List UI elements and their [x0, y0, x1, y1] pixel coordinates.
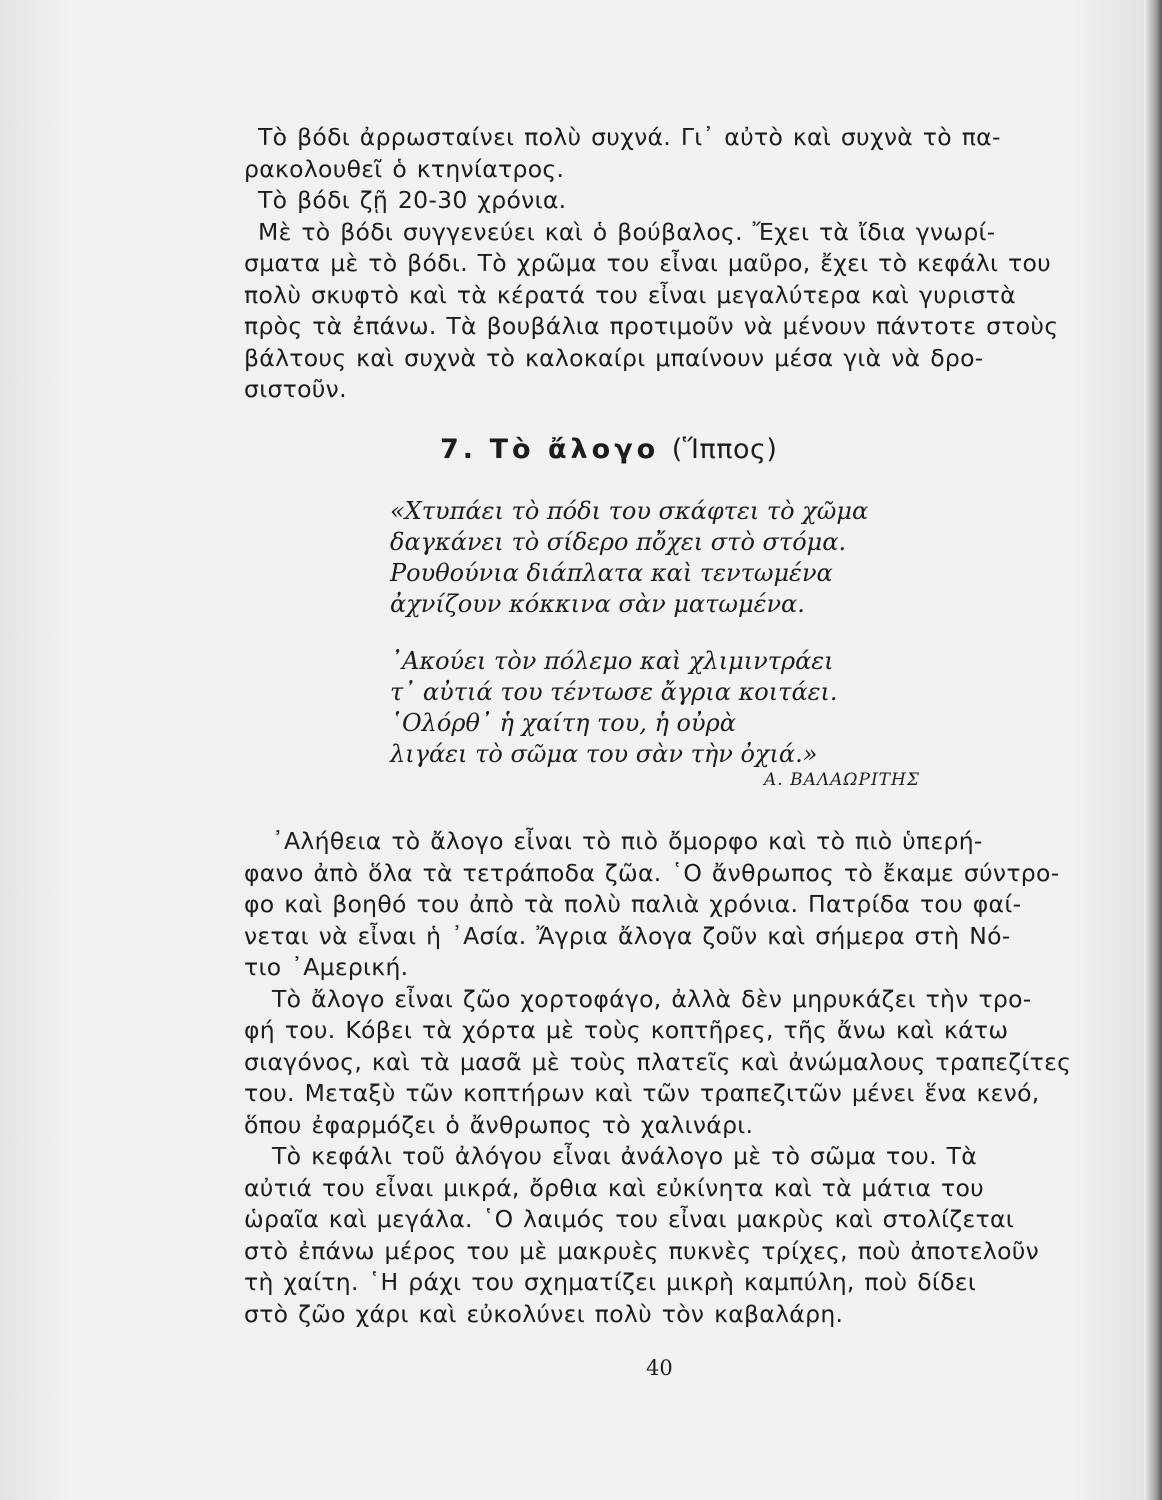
section-alt-title: (Ἵππος) [671, 434, 778, 465]
text-line: Τὸ βόδι ζῇ 20-30 χρόνια. [258, 186, 567, 214]
poem-author: Α. ΒΑΛΑΩΡΙΤΗΣ [764, 770, 920, 790]
text-line: βάλτους καὶ συχνὰ τὸ καλοκαίρι μπαίνουν μέσα γιὰ νὰ δρο- [244, 343, 984, 372]
text-line: σματα μὲ τὸ βόδι. Τὸ χρῶμα του εἶναι μαῦρο, ἔχει τὸ κεφάλι του [244, 249, 1052, 277]
text-line: στὸ ἐπάνω μέρος του μὲ μακρυὲς πυκνὲς τρίχες, ποὺ ἀποτελοῦν [244, 1236, 1040, 1265]
poem-line: «Χτυπάει τὸ πόδι του σκάφτει τὸ χῶμα [390, 497, 869, 525]
text-line: τὴ χαίτη. ῾Η ράχι του σχηματίζει μικρὴ καμπύλη, ποὺ δίδει [244, 1268, 977, 1296]
text-line: Τὸ ἄλογο εἶναι ζῶο χορτοφάγο, ἀλλὰ δὲν μηρυκάζει τὴν τρο- [272, 984, 1032, 1013]
text-line: στὸ ζῶο χάρι καὶ εὐκολύνει πολὺ τὸν καβαλάρη. [244, 1299, 844, 1328]
poem-line: ᾿Ακούει τὸν πόλεμο καὶ χλιμιντράει [390, 647, 834, 675]
poem-line: ῾Ολόρθ᾿ ἡ χαίτη του, ἡ οὐρὰ [390, 709, 736, 737]
intro-paragraph [244, 122, 1104, 406]
section-title: Τὸ ἄλογο [489, 434, 660, 465]
text-line: πολὺ σκυφτὸ καὶ τὰ κέρατά του εἶναι μεγαλύτερα καὶ γυριστὰ [244, 280, 1016, 309]
text-line: ὡραῖα καὶ μεγάλα. ῾Ο λαιμός του εἶναι μακρὺς καὶ στολίζεται [244, 1205, 1014, 1233]
section-heading [440, 434, 777, 465]
text-line: φανο ἀπὸ ὅλα τὰ τετράποδα ζῶα. ῾Ο ἄνθρωπος τὸ ἔκαμε σύντρο- [244, 858, 1060, 887]
text-line: αὐτιά του εἶναι μικρά, ὄρθια καὶ εὐκίνητα καὶ τὰ μάτια του [244, 1173, 985, 1202]
poem-stanza-2 [390, 646, 838, 770]
page-edge-shadow [1144, 0, 1162, 1500]
poem-line: τ᾿ αὐτιά του τέντωσε ἄγρια κοιτάει. [390, 678, 838, 706]
poem-line: λιγάει τὸ σῶμα του σὰν τὴν ὀχιά.» [390, 740, 818, 768]
text-line: ᾿Αλήθεια τὸ ἄλογο εἶναι τὸ πιὸ ὄμορφο καὶ τὸ πιὸ ὑπερή- [272, 827, 983, 855]
text-line: νεται νὰ εἶναι ἡ ᾿Ασία. Ἄγρια ἄλογα ζοῦν καὶ σήμερα στὴ Νό- [244, 921, 1011, 950]
text-line: σιστοῦν. [244, 375, 347, 403]
poem-stanza-1 [390, 496, 868, 620]
text-line: σιαγόνος, καὶ τὰ μασᾶ μὲ τοὺς πλατεῖς καὶ ἀνώμαλους τραπεζίτες [244, 1047, 1072, 1076]
text-line: φο καὶ βοηθό του ἀπὸ τὰ πολὺ παλιὰ χρόνια. Πατρίδα του φαί- [244, 890, 1022, 918]
text-line: Μὲ τὸ βόδι συγγενεύει καὶ ὁ βούβαλος. Ἔχει τὰ ἴδια γνωρί- [258, 217, 996, 246]
text-line: φή του. Κόβει τὰ χόρτα μὲ τοὺς κοπτῆρες, τῆς ἄνω καὶ κάτω [244, 1016, 1009, 1044]
text-line: του. Μεταξὺ τῶν κοπτήρων καὶ τῶν τραπεζιτῶν μένει ἕνα κενό, [244, 1079, 1040, 1107]
poem-line: δαγκάνει τὸ σίδερο πὄχει στὸ στόμα. [390, 528, 847, 556]
text-line: Τὸ κεφάλι τοῦ ἀλόγου εἶναι ἀνάλογο μὲ τὸ σῶμα του. Τὰ [272, 1142, 978, 1170]
poem-line: ἀχνίζουν κόκκινα σὰν ματωμένα. [390, 590, 805, 618]
body-paragraphs [244, 826, 1108, 1330]
poem-line: Ρουθούνια διάπλατα καὶ τεντωμένα [390, 559, 833, 587]
text-line: Τὸ βόδι ἀρρωσταίνει πολὺ συχνά. Γι᾿ αὐτὸ καὶ συχνὰ τὸ πα- [258, 123, 1001, 151]
text-line: ὅπου ἐφαρμόζει ὁ ἄνθρωπος τὸ χαλινάρι. [244, 1110, 754, 1139]
text-line: πρὸς τὰ ἐπάνω. Τὰ βουβάλια προτιμοῦν νὰ μένουν πάντοτε στοὺς [244, 312, 1059, 340]
text-line: τιο ᾿Αμερική. [244, 953, 409, 981]
page-number: 40 [646, 1356, 673, 1380]
section-number: 7. [440, 434, 478, 465]
text-line: ρακολουθεῖ ὁ κτηνίατρος. [244, 154, 565, 183]
